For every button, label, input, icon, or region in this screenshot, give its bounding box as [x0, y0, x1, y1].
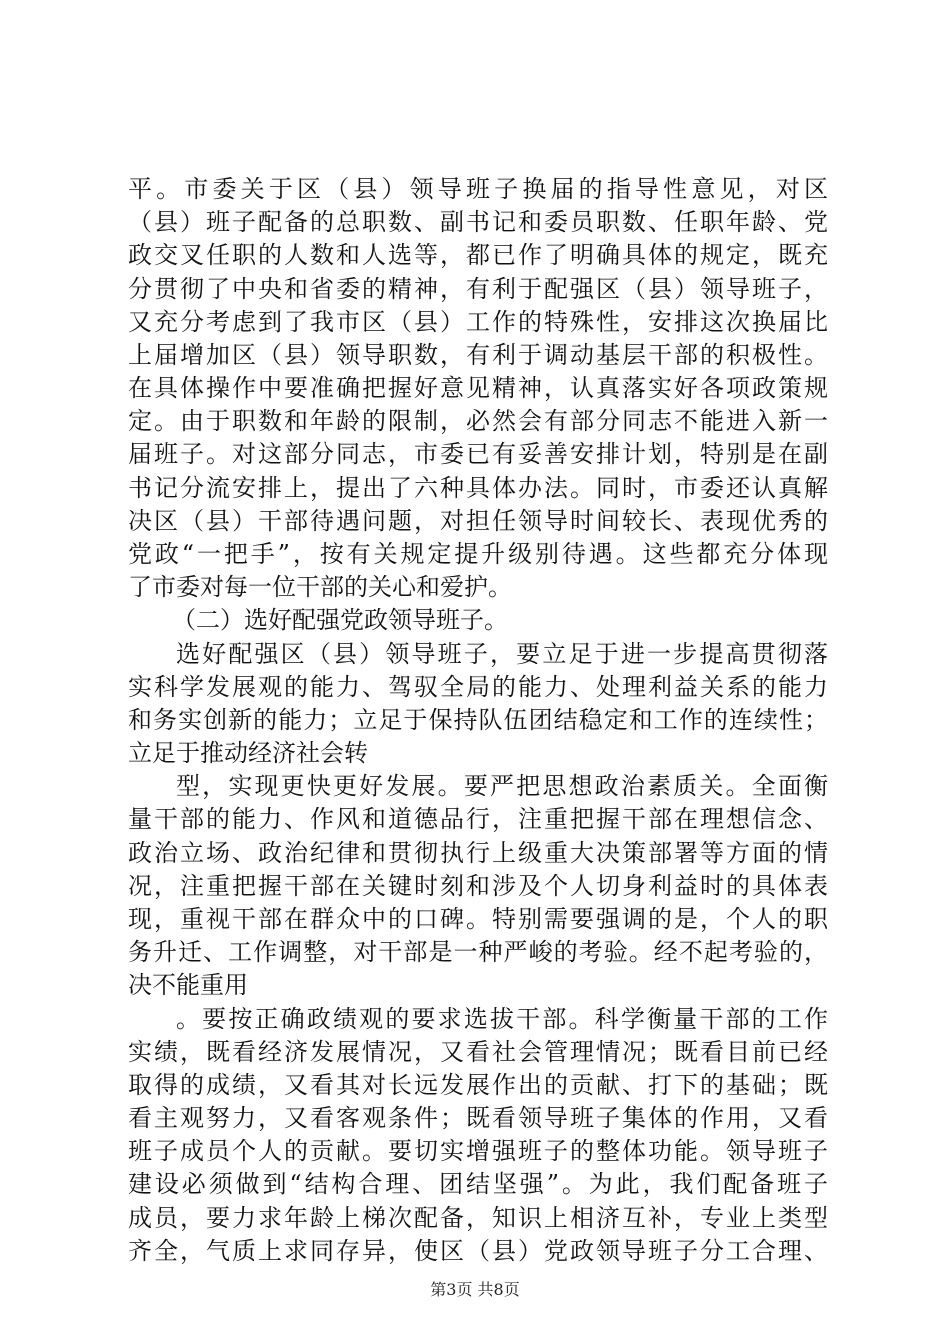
body-text-line: 实科学发展观的能力、驾驭全局的能力、处理利益关系的能力 — [128, 672, 828, 701]
body-text-line: 成员，要力求年龄上梯次配备，知识上相济互补，专业上类型 — [128, 1203, 828, 1232]
body-text-line: 和务实创新的能力；立足于保持队伍团结稳定和工作的连续性； — [128, 705, 828, 734]
section-heading: （二）选好配强党政领导班子。 — [172, 606, 508, 635]
body-text-line: 政治立场、政治纪律和贯彻执行上级重大决策部署等方面的情 — [128, 838, 828, 867]
page-number-footer: 第3页 共8页 — [430, 1280, 520, 1299]
body-text-line: 书记分流安排上，提出了六种具体办法。同时，市委还认真解 — [128, 473, 828, 502]
body-text-line: 政交叉任职的人数和人选等，都已作了明确具体的规定，既充 — [128, 241, 828, 270]
body-text-line: 又充分考虑到了我市区（县）工作的特殊性，安排这次换届比 — [128, 307, 828, 336]
body-text-line: 况，注重把握干部在关键时刻和涉及个人切身利益时的具体表 — [128, 871, 828, 900]
body-text-line: 分贯彻了中央和省委的精神，有利于配强区（县）领导班子， — [128, 274, 828, 303]
body-text-line: 平。市委关于区（县）领导班子换届的指导性意见，对区 — [128, 175, 828, 203]
body-text-line: 现，重视干部在群众中的口碑。特别需要强调的是，个人的职 — [128, 905, 828, 933]
body-text-line: 立足于推动经济社会转 — [128, 739, 368, 768]
body-text-line: 量干部的能力、作风和道德品行，注重把握干部在理想信念、 — [128, 805, 828, 834]
body-text-line: 了市委对每一位干部的关心和爱护。 — [128, 573, 512, 602]
body-text-line: 决区（县）干部待遇问题，对担任领导时间较长、表现优秀的 — [128, 506, 828, 535]
body-text-line: 务升迁、工作调整，对干部是一种严峻的考验。经不起考验的， — [128, 938, 828, 967]
body-text-line: 党政“一把手”，按有关规定提升级别待遇。这些都充分体现 — [128, 540, 828, 568]
body-text-line: 上届增加区（县）领导职数，有利于调动基层干部的积极性。 — [128, 340, 828, 369]
body-text-line: 建设必须做到“结构合理、团结坚强”。为此，我们配备班子 — [128, 1170, 828, 1199]
paragraph-first-line: 型，实现更快更好发展。要严把思想政治素质关。全面衡 — [176, 772, 828, 801]
body-text-line: 届班子。对这部分同志，市委已有妥善安排计划，特别是在副 — [128, 440, 828, 469]
body-text-line: 在具体操作中要准确把握好意见精神，认真落实好各项政策规 — [128, 374, 828, 403]
body-text-line: 决不能重用 — [128, 971, 248, 1000]
body-text-line: 看主观努力，又看客观条件；既看领导班子集体的作用，又看 — [128, 1104, 828, 1133]
body-text-line: 定。由于职数和年龄的限制，必然会有部分同志不能进入新一 — [128, 407, 828, 436]
body-text-line: 实绩，既看经济发展情况，又看社会管理情况；既看目前已经 — [128, 1037, 828, 1066]
body-text-line: 取得的成绩，又看其对长远发展作出的贡献、打下的基础；既 — [128, 1070, 828, 1099]
body-text-line: 班子成员个人的贡献。要切实增强班子的整体功能。领导班子 — [128, 1137, 828, 1166]
paragraph-first-line: 选好配强区（县）领导班子，要立足于进一步提高贯彻落 — [176, 639, 828, 668]
body-text-line: 齐全，气质上求同存异，使区（县）党政领导班子分工合理、 — [128, 1236, 828, 1265]
paragraph-first-line: 。要按正确政绩观的要求选拔干部。科学衡量干部的工作 — [176, 1004, 828, 1033]
body-text-line: （县）班子配备的总职数、副书记和委员职数、任职年龄、党 — [128, 208, 828, 237]
